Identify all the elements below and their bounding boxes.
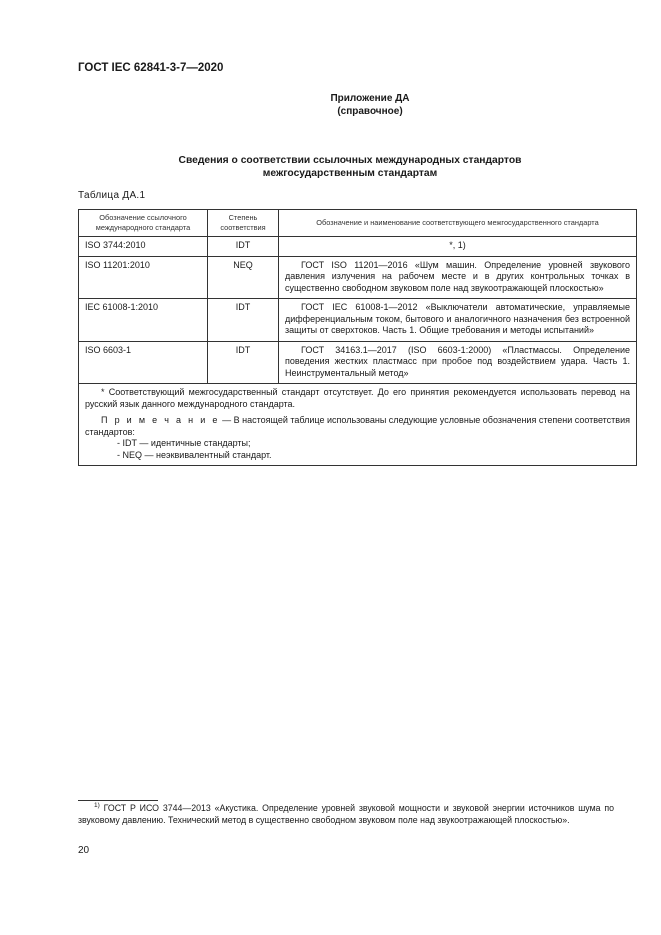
appendix-subtitle: (справочное) bbox=[337, 106, 403, 117]
row-code: ISO 6603-1 bbox=[79, 341, 208, 384]
row-degree: IDT bbox=[208, 299, 279, 342]
row-description: *, 1) bbox=[279, 237, 637, 257]
note-item-neq: - NEQ — неэквивалентный стандарт. bbox=[117, 449, 272, 460]
row-code: IEC 61008-1:2010 bbox=[79, 299, 208, 342]
table-label: Таблица ДА.1 bbox=[78, 190, 146, 201]
row-description-cell bbox=[279, 256, 637, 299]
section-title-line-1: Сведения о соответствии ссылочных международных стандартов bbox=[178, 155, 522, 166]
section-title bbox=[100, 154, 600, 180]
row-description: ГОСТ ISO 11201—2016 «Шум машин. Определение уровней звукового давления излучения на рабочем месте и в других контрольных точках в существенно свободном звуковом поле над звукоотражающей плоскостью» bbox=[285, 259, 630, 293]
asterisk-note-para bbox=[85, 387, 630, 410]
footnote-marker: 1) bbox=[94, 802, 100, 810]
table-footer bbox=[79, 384, 637, 466]
table-row bbox=[79, 341, 637, 384]
footnote-divider bbox=[78, 800, 158, 801]
row-degree: NEQ bbox=[208, 256, 279, 299]
row-degree: IDT bbox=[208, 237, 279, 257]
row-description-cell bbox=[279, 341, 637, 384]
document-header: ГОСТ IEC 62841-3-7—2020 bbox=[78, 62, 224, 74]
row-description: ГОСТ 34163.1—2017 (ISO 6603-1:2000) «Пластмассы. Определение поведения жестких пластмасс при пробое под воздействием удара. Часть 1. Неинструментальный метод» bbox=[285, 344, 630, 378]
asterisk-note: * Соответствующий межгосударственный стандарт отсутствует. До его принятия рекомендуется использовать перевод на русский язык данного международного стандарта. bbox=[85, 387, 630, 409]
header-reference-standard: Обозначение ссылочного международного стандарта bbox=[79, 210, 208, 237]
note-text: — В настоящей таблице использованы следующие условные обозначения степени соответствия стандартов: bbox=[85, 415, 630, 437]
table-header-row bbox=[79, 210, 637, 237]
header-degree: Степень соответствия bbox=[208, 210, 279, 237]
section-title-line-2: межгосударственным стандартам bbox=[262, 168, 438, 179]
footnote-text: ГОСТ Р ИСО 3744—2013 «Акустика. Определение уровней звуковой мощности и звуковой энергии источников шума по звуковому давлению. Технический метод в существенно свободном звуковом поле над звукоотражающей плоскостью». bbox=[78, 803, 614, 825]
table-row bbox=[79, 299, 637, 342]
row-code: ISO 3744:2010 bbox=[79, 237, 208, 257]
appendix-heading bbox=[250, 92, 490, 118]
note-item-idt: - IDT — идентичные стандарты; bbox=[117, 438, 251, 448]
table-footer-row bbox=[79, 384, 637, 466]
row-description-cell bbox=[279, 299, 637, 342]
header-interstate-standard: Обозначение и наименование соответствующего межгосударственного стандарта bbox=[279, 210, 637, 237]
appendix-title: Приложение ДА bbox=[330, 93, 410, 104]
correspondence-table bbox=[78, 209, 637, 466]
table-note-para bbox=[85, 415, 630, 438]
footnote bbox=[78, 803, 614, 826]
row-description: ГОСТ IEC 61008-1—2012 «Выключатели автоматические, управляемые дифференциальным током, бытового и аналогичного назначения без встроенной защиты от сверхтоков. Часть 1. Общие требования и методы испытаний» bbox=[285, 302, 630, 335]
row-degree: IDT bbox=[208, 341, 279, 384]
page-number: 20 bbox=[78, 845, 90, 856]
table-row bbox=[79, 256, 637, 299]
row-code: ISO 11201:2010 bbox=[79, 256, 208, 299]
table-row bbox=[79, 237, 637, 257]
note-label: П р и м е ч а н и е bbox=[101, 415, 220, 425]
